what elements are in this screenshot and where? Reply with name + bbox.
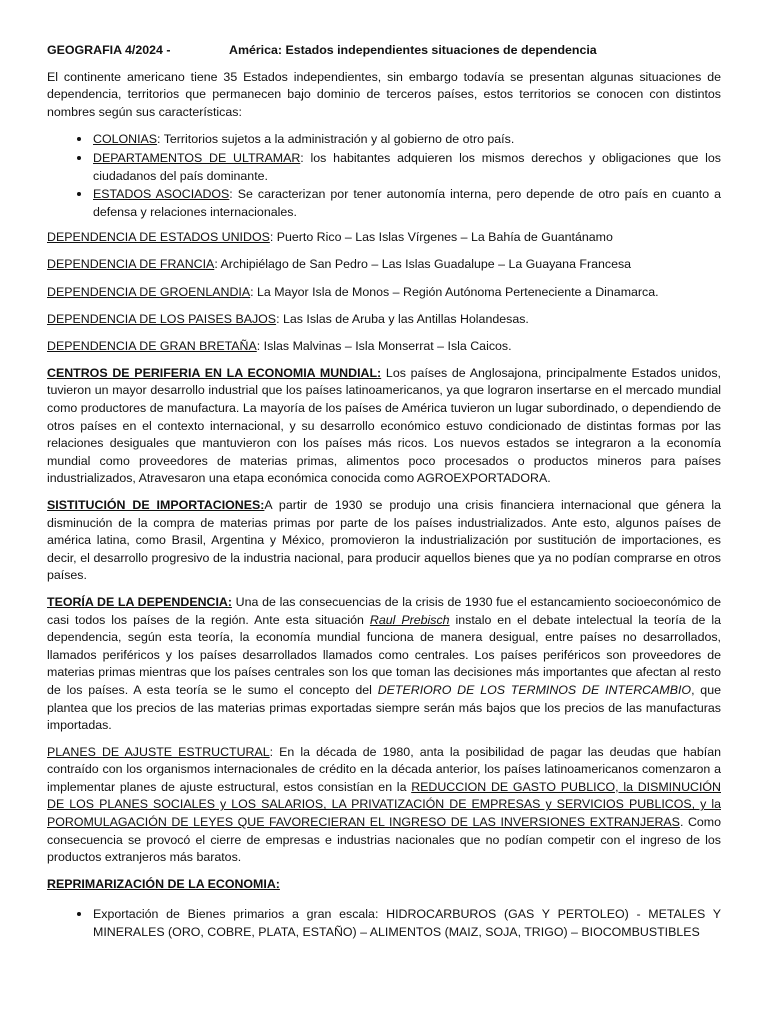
dependency-text: : La Mayor Isla de Monos – Región Autónoma Perteneciente a Dinamarca. (250, 284, 659, 299)
page-title: América: Estados independientes situaciones de dependencia (229, 43, 597, 57)
dependency-usa (47, 229, 721, 247)
list-item-estados-asociados (92, 185, 721, 221)
reprimarizacion-list (47, 905, 721, 941)
reprimarizacion-heading-line (47, 876, 721, 894)
dependency-text: : Archipiélago de San Pedro – Las Islas Guadalupe – La Guayana Francesa (214, 257, 632, 272)
person-name: Raul Prebisch (369, 612, 450, 627)
dependency-text: : Las Islas de Aruba y las Antillas Holandesas. (276, 311, 529, 326)
section-heading: TEORÍA DE LA DEPENDENCIA: (47, 594, 232, 609)
centros-periferia-paragraph (47, 365, 721, 488)
dependency-france (47, 256, 721, 274)
definition-text: : Se caracterizan por tener autonomía interna, pero depende de otro país en cuanto a defensa y relaciones internacionales. (93, 187, 721, 219)
definition-text: : los habitantes adquieren los mismos derechos y obligaciones que los ciudadanos del país dominante. (93, 150, 721, 183)
dependency-text: : Islas Malvinas – Isla Monserrat – Isla Caicos. (256, 338, 512, 353)
dependency-term: DEPENDENCIA DE GROENLANDIA (47, 284, 251, 299)
dependency-text: : Puerto Rico – Las Islas Vírgenes – La Bahía de Guantánamo (269, 230, 613, 245)
section-heading: REPRIMARIZACIÓN DE LA ECONOMIA: (47, 876, 280, 891)
teoria-dependencia-paragraph (47, 594, 721, 735)
term-departamentos: DEPARTAMENTOS DE ULTRAMAR (93, 150, 301, 165)
section-heading: SISTITUCIÓN DE IMPORTACIONES: (47, 497, 265, 512)
section-heading: CENTROS DE PERIFERIA EN LA ECONOMIA MUNDIAL: (47, 365, 382, 380)
definition-text: : Territorios sujetos a la administración y al gobierno de otro país. (157, 132, 515, 147)
dependency-britain (47, 338, 721, 356)
document-header (47, 42, 721, 60)
section-text: . Como consecuencia se provocó el cierre de empresas e industrias nacionales que no podían competir con el ingreso de los productos extranjeros más baratos. (47, 815, 721, 865)
list-item-colonias (92, 130, 721, 149)
concept-term: DETERIORO DE LOS TERMINOS DE INTERCAMBIO (377, 682, 692, 697)
section-text: : En la década de 1980, anta la posibilidad de pagar las deudas que habían contraído con los organismos internacionales de crédito en la década anterior, los países latinoamericanos comenzaron a implementar planes de ajuste estructural, estos consistían en la (47, 744, 721, 794)
sustitucion-paragraph (47, 497, 721, 585)
section-text: instalo en el debate intelectual la teoría de la dependencia, según esta teoría, la economía mundial funciona de manera desigual, entre países no desarrollados, llamados periféricos y los países desarrollados llamados como centrales. Los países periféricos son proveedores de materias primas mientras que los países centrales son los que toman las decisiones más importantes que afectan al resto de los países. A esta teoría se le sumo el concepto del (47, 612, 721, 697)
list-item: • Exportación de Bienes primarios a gran escala: HIDROCARBUROS (GAS Y PERTOLEO) - METALES Y MINERALES (ORO, COBRE, PLATA, ESTAÑO) – ALIMENTOS (MAIZ, SOJA, TRIGO) – BIOCOMBUSTIBLES (92, 905, 721, 941)
term-colonias: COLONIAS (93, 132, 158, 147)
section-text: Una de las consecuencias de la crisis de 1930 fue el estancamiento socioeconómico de casi todos los países de la región. Ante esta situación (47, 594, 721, 627)
measures-text: REDUCCION DE GASTO PUBLICO, la DISMINUCIÓN DE LOS PLANES SOCIALES y LOS SALARIOS, LA PRIVATIZACIÓN DE EMPRESAS y SERVICIOS PUBLICOS, y la POROMULAGACIÓN DE LEYES QUE FAVORECIERAN EL INGRESO DE LAS INVERSIONES EXTRANJERAS (47, 779, 721, 830)
dependency-term: DEPENDENCIA DE ESTADOS UNIDOS (47, 230, 270, 245)
section-text: A partir de 1930 se produjo una crisis financiera internacional que génera la disminución de la compra de materias primas por parte de los países industrializados. Ante esto, algunos países de américa latina, como Brasil, Argentina y México, promovieron la industrialización por sustitución de importaciones, es decir, el desarrollo progresivo de la industria nacional, para producir aquellos bienes que ya no podían comprarse en otros países. (47, 497, 721, 583)
list-item-departamentos (92, 149, 721, 185)
dependency-netherlands (47, 311, 721, 329)
dependency-types-list (47, 130, 721, 221)
planes-ajuste-paragraph (47, 744, 721, 867)
dependency-term: DEPENDENCIA DE GRAN BRETAÑA (47, 338, 257, 353)
section-heading: PLANES DE AJUSTE ESTRUCTURAL (47, 744, 270, 759)
dependency-term: DEPENDENCIA DE LOS PAISES BAJOS (47, 311, 277, 326)
intro-paragraph: El continente americano tiene 35 Estados independientes, sin embargo todavía se presentan algunas situaciones de dependencia, territorios que permanecen bajo dominio de terceros países, estos territorios se conocen con distintos nombres según sus características: (47, 69, 721, 119)
dependency-greenland (47, 284, 721, 302)
section-text: Los países de Anglosajona, principalmente Estados unidos, tuvieron un mayor desarrollo industrial que los países latinoamericanos, ya que lograron insertarse en el mercado mundial como productores de manufactura. La mayoría de los países de América tuvieron un lugar subordinado, o dependiendo de otros países en el contexto internacional, y su desarrollo económico estuvo condicionado de distintas formas por las relaciones desiguales que mantuvieron con los países más ricos. Los nuevos estados se integraron a la economía mundial como proveedores de materias primas, alimentos poco procesados o productos mineros para países industrializados, Atravesaron una etapa económica conocida como AGROEXPORTADORA. (47, 365, 721, 486)
section-text: , que plantea que los precios de las materias primas exportadas siempre serán más bajos que los precios de las manufacturas importadas. (47, 682, 721, 733)
term-estados-asociados: ESTADOS ASOCIADOS (93, 187, 230, 202)
dependency-term: DEPENDENCIA DE FRANCIA (47, 257, 215, 272)
course-label: GEOGRAFIA 4/2024 - (47, 43, 171, 57)
